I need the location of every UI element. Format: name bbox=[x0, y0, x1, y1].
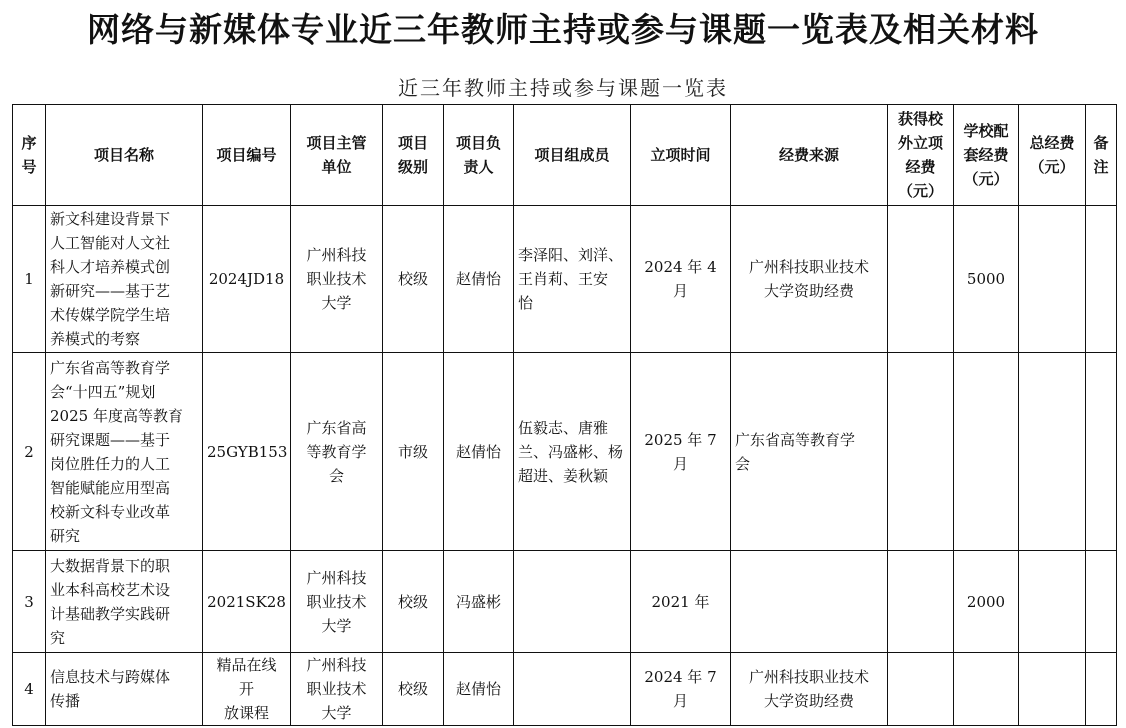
document-title: 网络与新媒体专业近三年教师主持或参与课题一览表及相关材料 bbox=[87, 10, 1039, 49]
cell-code: 25GYB153 bbox=[203, 353, 291, 551]
cell-level: 校级 bbox=[383, 551, 444, 653]
cell-no: 1 bbox=[13, 206, 46, 353]
cell-external bbox=[888, 551, 954, 653]
cell-date: 2024 年 4 月 bbox=[631, 206, 731, 353]
cell-matching bbox=[954, 653, 1019, 726]
header-external: 获得校 外立项 经费 （元） bbox=[888, 105, 954, 206]
header-level: 项目 级别 bbox=[383, 105, 444, 206]
cell-no: 4 bbox=[13, 653, 46, 726]
cell-total bbox=[1019, 353, 1086, 551]
cell-leader: 赵倩怡 bbox=[444, 353, 514, 551]
cell-note bbox=[1086, 353, 1117, 551]
header-unit: 项目主管 单位 bbox=[291, 105, 383, 206]
cell-note bbox=[1086, 653, 1117, 726]
cell-matching bbox=[954, 353, 1019, 551]
table-header-row bbox=[13, 105, 1117, 206]
cell-date: 2021 年 bbox=[631, 551, 731, 653]
cell-members bbox=[514, 551, 631, 653]
cell-date: 2025 年 7 月 bbox=[631, 353, 731, 551]
cell-total bbox=[1019, 551, 1086, 653]
table-row bbox=[13, 551, 1117, 653]
header-no: 序 号 bbox=[13, 105, 46, 206]
table-row bbox=[13, 206, 1117, 353]
cell-note bbox=[1086, 206, 1117, 353]
cell-leader: 冯盛彬 bbox=[444, 551, 514, 653]
cell-name: 信息技术与跨媒体 传播 bbox=[46, 653, 203, 726]
cell-members: 李泽阳、刘洋、 王肖莉、王安 怡 bbox=[514, 206, 631, 353]
header-name: 项目名称 bbox=[46, 105, 203, 206]
cell-source: 广州科技职业技术 大学资助经费 bbox=[731, 206, 888, 353]
cell-external bbox=[888, 653, 954, 726]
cell-members: 伍毅志、唐雅 兰、冯盛彬、杨 超进、姜秋颖 bbox=[514, 353, 631, 551]
header-matching: 学校配 套经费 （元） bbox=[954, 105, 1019, 206]
header-date: 立项时间 bbox=[631, 105, 731, 206]
cell-matching: 2000 bbox=[954, 551, 1019, 653]
cell-matching: 5000 bbox=[954, 206, 1019, 353]
cell-code: 2024JD18 bbox=[203, 206, 291, 353]
cell-leader: 赵倩怡 bbox=[444, 653, 514, 726]
cell-code: 精品在线 开 放课程 bbox=[203, 653, 291, 726]
header-code: 项目编号 bbox=[203, 105, 291, 206]
cell-source: 广东省高等教育学 会 bbox=[731, 353, 888, 551]
cell-name: 广东省高等教育学 会“十四五”规划 2025 年度高等教育 研究课题——基于 岗位胜任力的人工 智能赋能应用型高 校新文科专业改革 研究 bbox=[46, 353, 203, 551]
cell-members bbox=[514, 653, 631, 726]
cell-level: 校级 bbox=[383, 653, 444, 726]
table-row bbox=[13, 353, 1117, 551]
header-note: 备 注 bbox=[1086, 105, 1117, 206]
cell-leader: 赵倩怡 bbox=[444, 206, 514, 353]
cell-code: 2021SK28 bbox=[203, 551, 291, 653]
cell-unit: 广州科技 职业技术 大学 bbox=[291, 653, 383, 726]
cell-no: 3 bbox=[13, 551, 46, 653]
cell-name: 新文科建设背景下 人工智能对人文社 科人才培养模式创 新研究——基于艺 术传媒学院学生培 养模式的考察 bbox=[46, 206, 203, 353]
cell-unit: 广州科技 职业技术 大学 bbox=[291, 206, 383, 353]
cell-level: 校级 bbox=[383, 206, 444, 353]
header-total: 总经费 （元） bbox=[1019, 105, 1086, 206]
cell-no: 2 bbox=[13, 353, 46, 551]
cell-unit: 广州科技 职业技术 大学 bbox=[291, 551, 383, 653]
cell-date: 2024 年 7 月 bbox=[631, 653, 731, 726]
header-leader: 项目负 责人 bbox=[444, 105, 514, 206]
cell-unit: 广东省高 等教育学 会 bbox=[291, 353, 383, 551]
projects-table bbox=[12, 104, 1117, 726]
header-source: 经费来源 bbox=[731, 105, 888, 206]
cell-external bbox=[888, 353, 954, 551]
cell-external bbox=[888, 206, 954, 353]
cell-name: 大数据背景下的职 业本科高校艺术设 计基础教学实践研 究 bbox=[46, 551, 203, 653]
cell-source bbox=[731, 551, 888, 653]
cell-level: 市级 bbox=[383, 353, 444, 551]
cell-note bbox=[1086, 551, 1117, 653]
header-members: 项目组成员 bbox=[514, 105, 631, 206]
table-row bbox=[13, 653, 1117, 726]
cell-total bbox=[1019, 206, 1086, 353]
table-title: 近三年教师主持或参与课题一览表 bbox=[398, 76, 728, 100]
cell-total bbox=[1019, 653, 1086, 726]
cell-source: 广州科技职业技术 大学资助经费 bbox=[731, 653, 888, 726]
